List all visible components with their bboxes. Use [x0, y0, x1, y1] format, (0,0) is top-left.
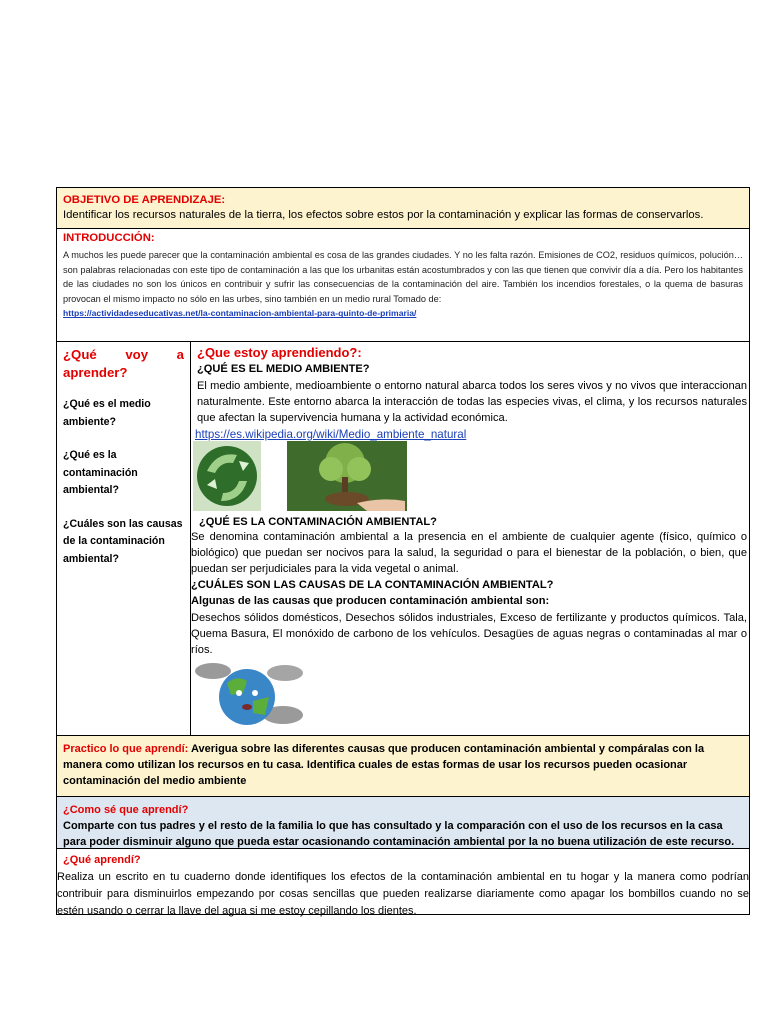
question-pollution: ¿Qué es la contaminación ambiental?: [63, 449, 138, 496]
how-i-know-title: ¿Como sé que aprendí?: [63, 804, 189, 816]
learning-title: ¿Que estoy aprendiendo?:: [197, 345, 362, 360]
worksheet: [56, 187, 750, 915]
practice-label: Practico lo que aprendí:: [63, 743, 189, 755]
what-i-learned-text: Realiza un escrito en tu cuaderno donde identifiques los efectos de la contaminación ambiental en tu hogar y la manera como podrían contribuir para disminuirlos empezando por cosas sencillas que pueden realizarse diariamente como apagar los bombillos cuando no se estén usando o cerrar la llave del agua si me estoy cepillando los dientes.: [57, 871, 749, 917]
title-line-2: aprender?: [63, 365, 128, 380]
what-will-i-learn-column: [57, 342, 191, 735]
what-will-i-learn-title: [63, 346, 184, 382]
question-environment: ¿Qué es el medio ambiente?: [63, 398, 151, 428]
wikipedia-link[interactable]: https://es.wikipedia.org/wiki/Medio_ambiente_natural: [195, 428, 467, 441]
learning-section: [56, 341, 750, 735]
subheading-causes: Algunas de las causas que producen contaminación ambiental son:: [191, 595, 550, 607]
title-line-1: ¿Qué voy a: [63, 347, 184, 362]
objective-section: [56, 187, 750, 228]
introduction-source-link[interactable]: https://actividadeseducativas.net/la-contaminacion-ambiental-para-quinto-de-primaria/: [63, 308, 417, 319]
practice-section: [56, 735, 750, 796]
introduction-section: [56, 228, 750, 341]
how-i-know-text: Comparte con tus padres y el resto de la familia lo que has consultado y la comparación con el uso de los recursos en la casa para poder disminuir alguno que pueda estar ocasionando contaminación ambiental por la no buena utilización de este recurso.: [63, 820, 735, 848]
objective-text: Identificar los recursos naturales de la tierra, los efectos sobre estos por la contaminación y explicar las formas de conservarlos.: [63, 209, 704, 221]
how-i-know-section: [56, 796, 750, 848]
recycling-globe-image: [193, 441, 261, 511]
question-causes: ¿Cuáles son las causas de la contaminación ambiental?: [63, 517, 183, 565]
tree-in-hands-image: [287, 441, 407, 511]
introduction-title: INTRODUCCIÓN:: [63, 232, 155, 244]
learning-content-column: [191, 342, 749, 735]
practice-text: Averigua sobre las diferentes causas que producen contaminación ambiental y compáralas con la manera como utilizan los recursos en tu casa. Identifica cuales de estas formas de usar los recursos pueden ocasionar contaminación del medio ambiente: [63, 743, 705, 787]
what-i-learned-section: [56, 848, 750, 915]
heading-causes: ¿CUÁLES SON LAS CAUSAS DE LA CONTAMINACIÓN AMBIENTAL?: [191, 579, 554, 591]
heading-environment: ¿QUÉ ES EL MEDIO AMBIENTE?: [197, 363, 370, 375]
heading-pollution: ¿QUÉ ES LA CONTAMINACIÓN AMBIENTAL?: [199, 516, 437, 528]
paragraph-causes: Desechos sólidos domésticos, Desechos sólidos industriales, Exceso de fertilizante y productos químicos. Tala, Quema Basura, El monóxido de carbono de los vehículos. Desagües de aguas negras o contaminadas al mar o ríos.: [191, 612, 747, 656]
sick-earth-image: [193, 657, 305, 732]
objective-title: OBJETIVO DE APRENDIZAJE:: [63, 194, 226, 206]
paragraph-environment: El medio ambiente, medioambiente o entorno natural abarca todos los seres vivos y no vivos que interaccionan naturalmente. Este entorno abarca la interacción de todas las especies vivas, el clima, y los recursos naturales que afectan la supervivencia humana y la actividad económica.: [197, 380, 747, 424]
introduction-paragraph: A muchos les puede parecer que la contaminación ambiental es cosa de las grandes ciudades. Y no les falta razón. Emisiones de CO2, residuos químicos, polución…son palabras relacionadas con este tipo de contaminación a las que los urbanitas están acostumbrados y con las que tienen que convivir día a día. Pero los habitantes de las ciudades no son los únicos en contribuir y sufrir las consecuencias de la contaminación del aire. También los incendios forestales, o la quema de basuras provocan el mismo impacto no sólo en las urbes, sino también en un medio rural Tomado de:: [63, 250, 743, 304]
paragraph-pollution: Se denomina contaminación ambiental a la presencia en el ambiente de cualquier agente (físico, químico o biológico) que puedan ser nocivos para la salud, la seguridad o para el bienestar de la población, o bien, que puedan ser perjudiciales para la vida vegetal o animal.: [191, 531, 747, 575]
what-i-learned-title: ¿Qué aprendí?: [63, 854, 141, 866]
introduction-text: [63, 248, 743, 321]
